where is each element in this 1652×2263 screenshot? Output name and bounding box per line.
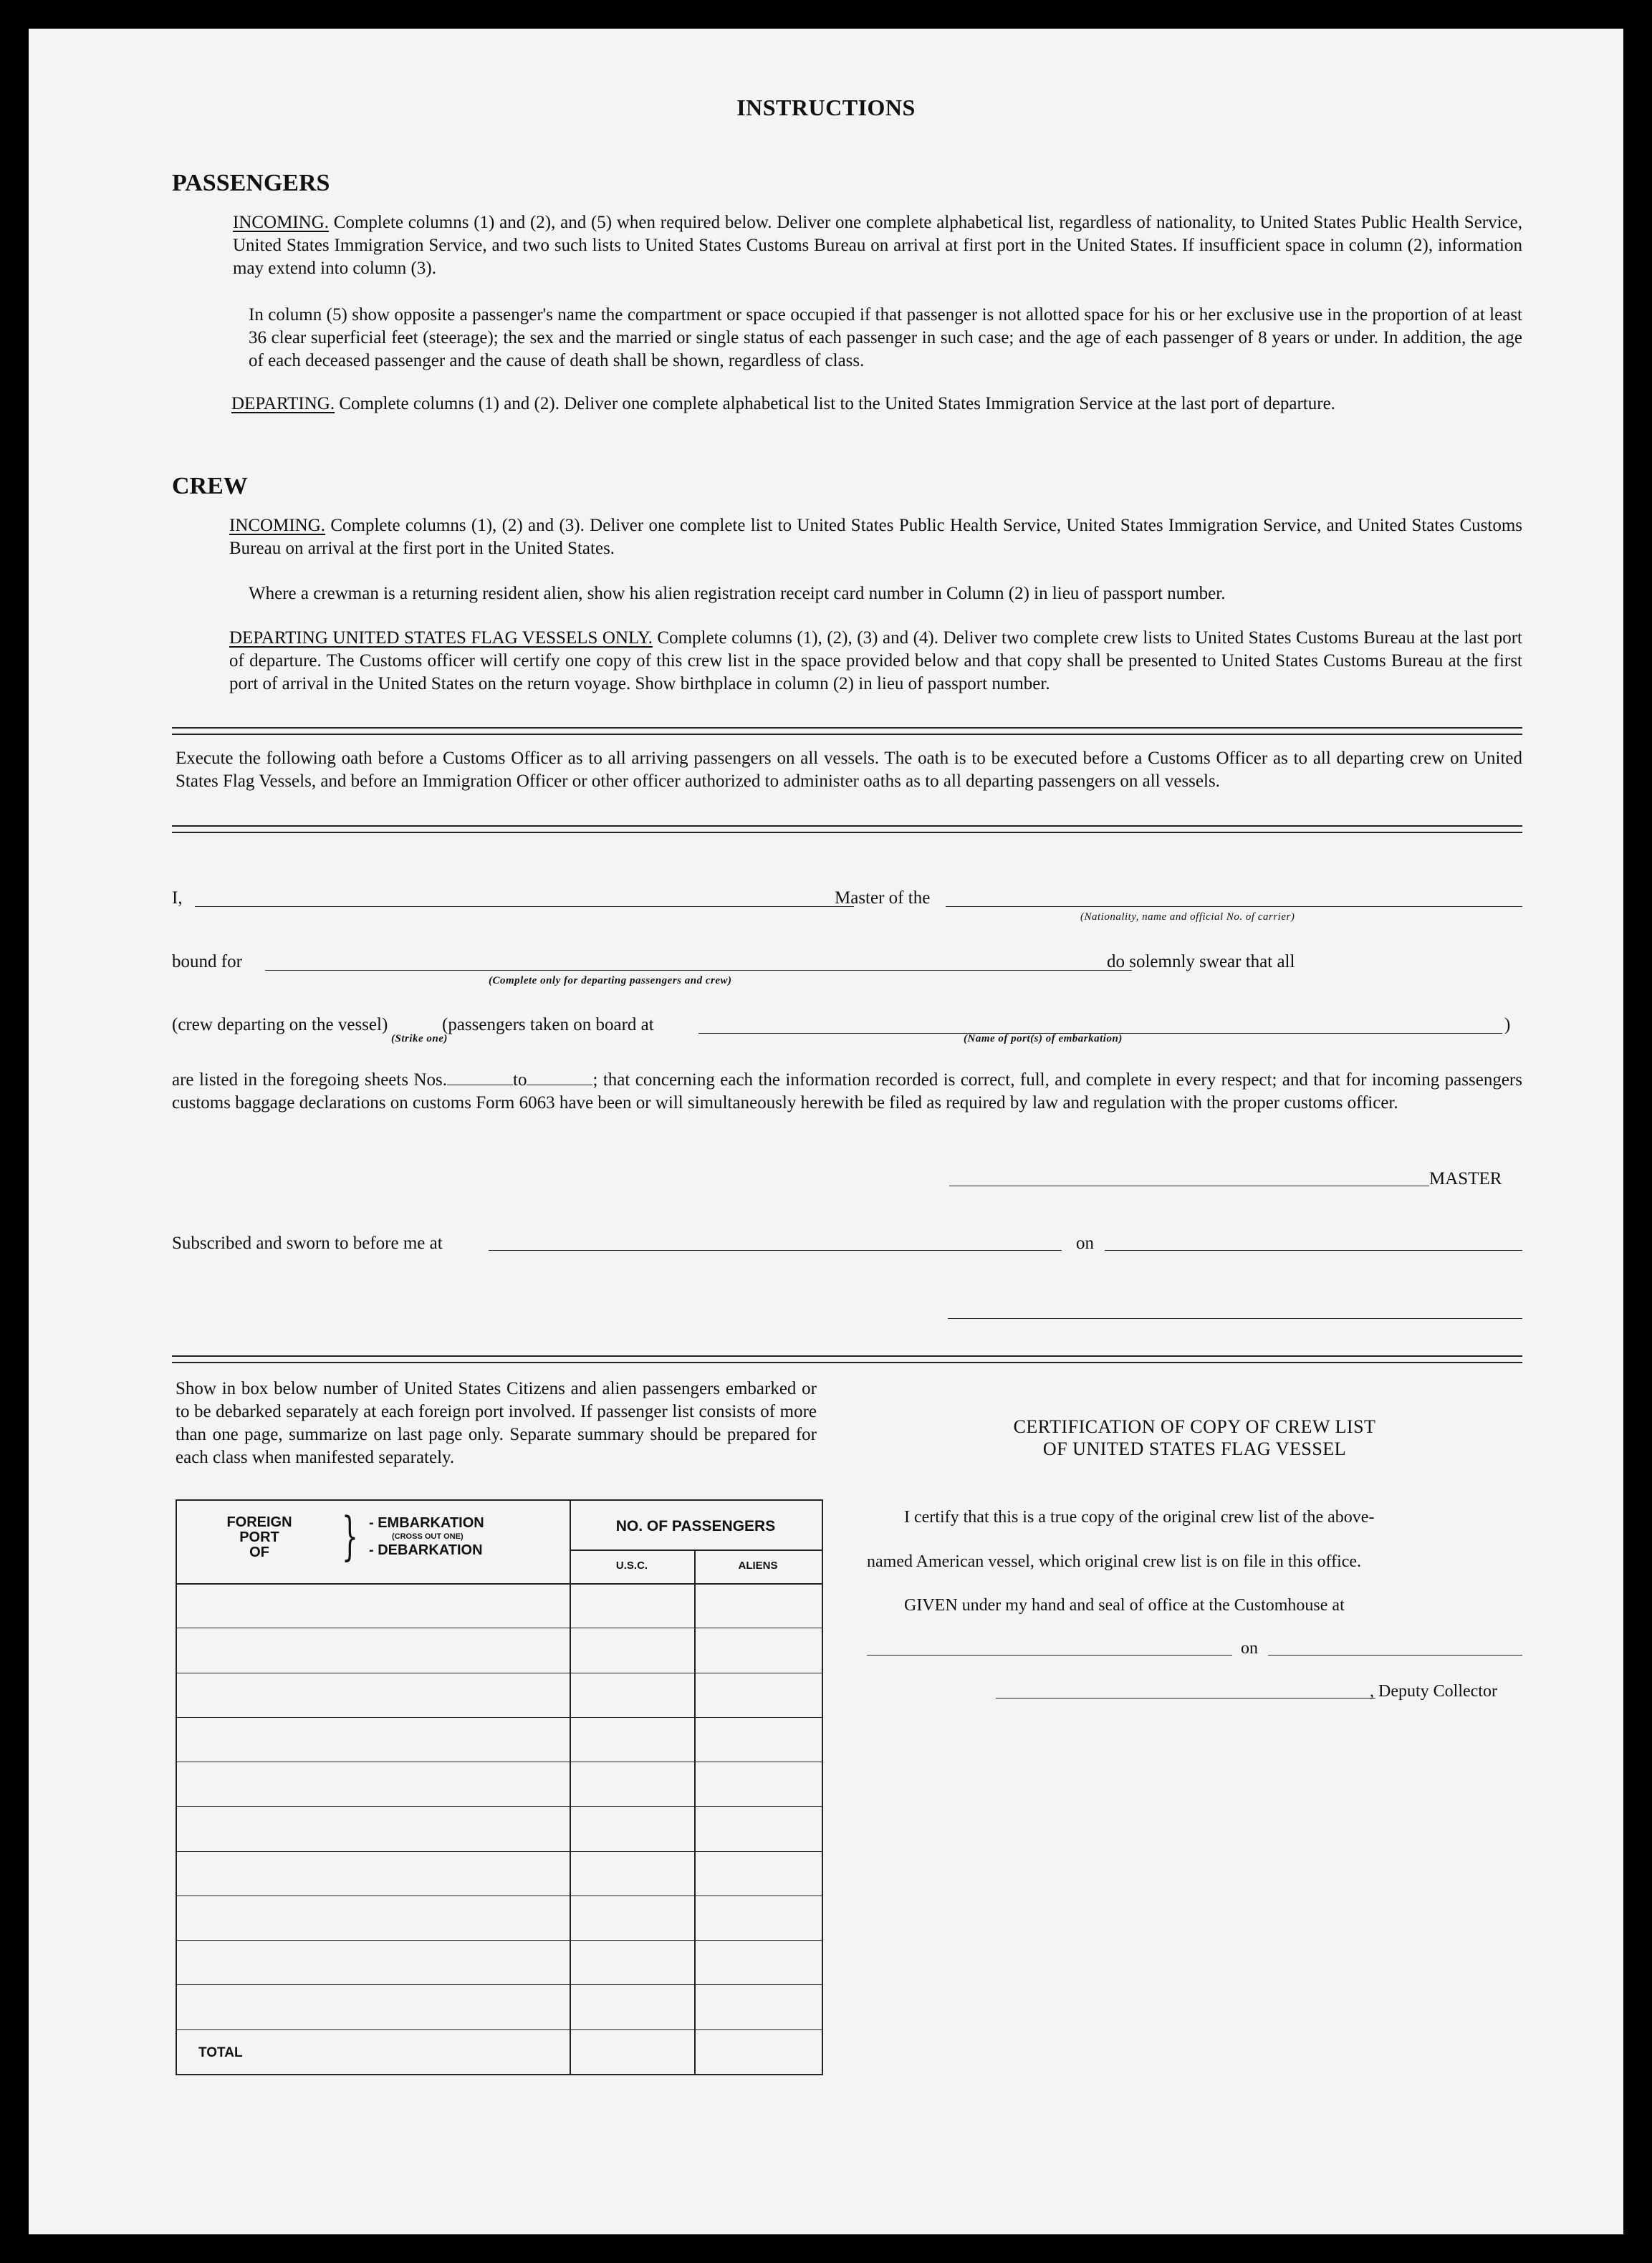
passengers-heading: PASSENGERS — [172, 170, 330, 196]
oath-i-label: I, — [172, 888, 183, 908]
header-port: PORT — [239, 1529, 279, 1545]
header-foreign: FOREIGN — [226, 1514, 292, 1530]
given-line: GIVEN under my hand and seal of office at the Customhouse at — [904, 1596, 1345, 1615]
crew-departing-label: DEPARTING UNITED STATES FLAG VESSELS ONLY. — [229, 628, 653, 648]
certification-title-line1: CERTIFICATION OF COPY OF CREW LIST — [1013, 1416, 1376, 1437]
master-label: MASTER — [1429, 1169, 1502, 1188]
crew-incoming-text: Complete columns (1), (2) and (3). Deliver one complete list to United States Public Health Service, United States Immigration Service, and United States Customs Bureau on arrival at the first port in the United States. — [229, 516, 1522, 558]
certify-line2: named American vessel, which original crew list is on file in this office. — [867, 1552, 1362, 1571]
strike-one-hint: (Strike one) — [391, 1033, 448, 1044]
no-passengers-header: NO. OF PASSENGERS — [615, 1518, 776, 1534]
passengers-incoming-text: Complete columns (1) and (2), and (5) when required below. Deliver one complete alphabetical list, regardless of nationality, to United States Public Health Service, United States Immigration Service, and two such lists to United States Customs Bureau on arrival at first port in the United States. If insufficient space in column (2), information may extend into column (3). — [233, 213, 1523, 278]
master-of-the-label: Master of the — [835, 888, 931, 908]
crew-resident-paragraph: Where a crewman is a returning resident alien, show his alien registration receipt card number in Column (2) in lieu of passport number. — [249, 584, 1226, 603]
debarkation-header: - DEBARKATION — [369, 1542, 483, 1558]
certification-title-line2: OF UNITED STATES FLAG VESSEL — [1042, 1438, 1347, 1459]
carrier-field[interactable] — [946, 906, 1522, 907]
table-row[interactable] — [177, 1717, 822, 1718]
form-page — [29, 29, 1623, 2234]
total-label: TOTAL — [198, 2045, 243, 2060]
swear-label: do solemnly swear that all — [1107, 952, 1295, 971]
passengers-incoming-paragraph — [233, 211, 1522, 280]
crew-heading: CREW — [172, 473, 248, 499]
cross-out-hint: (CROSS OUT ONE) — [392, 1532, 464, 1541]
deputy-collector-signature-field[interactable] — [996, 1698, 1375, 1699]
listed-prefix: are listed in the foregoing sheets Nos. — [172, 1070, 448, 1090]
bound-for-label: bound for — [172, 952, 242, 971]
passengers-taken-option: (passengers taken on board at — [442, 1015, 654, 1034]
table-row[interactable] — [177, 1940, 822, 1941]
master-name-field[interactable] — [195, 906, 854, 907]
passengers-column5-paragraph: In column (5) show opposite a passenger's name the compartment or space occupied if that passenger is not allotted space for his or her exclusive use in the proportion of at least 36 clear superficial feet (steerage); the sex and the married or single status of each passenger in such case; and the age of each passenger of 8 years or under. In addition, the age of each deceased passenger and the cause of death shall be shown, regardless of class. — [249, 305, 1522, 370]
crew-departing-paragraph — [229, 627, 1522, 696]
table-row[interactable] — [177, 1984, 822, 1985]
crew-incoming-paragraph — [229, 514, 1522, 560]
table-row[interactable] — [177, 1806, 822, 1807]
passenger-summary-table — [176, 1499, 823, 2075]
carrier-hint: (Nationality, name and official No. of carrier) — [1080, 911, 1295, 923]
subscribed-label: Subscribed and sworn to before me at — [172, 1234, 443, 1253]
double-rule — [172, 727, 1522, 735]
passengers-departing-label: DEPARTING. — [231, 394, 335, 413]
table-body — [177, 1583, 822, 2074]
header-of: OF — [249, 1544, 269, 1560]
close-paren: ) — [1504, 1015, 1511, 1034]
aliens-header: ALIENS — [738, 1560, 778, 1572]
bound-for-field[interactable] — [265, 970, 1132, 971]
port-hint: (Name of port(s) of embarkation) — [964, 1033, 1123, 1044]
foreign-port-header — [198, 1515, 320, 1560]
passengers-departing-paragraph — [231, 393, 1522, 415]
table-divider — [570, 1549, 822, 1551]
listed-paragraph — [172, 1069, 1522, 1115]
certification-title — [867, 1416, 1522, 1460]
double-rule — [172, 825, 1522, 833]
passengers-incoming-label: INCOMING. — [233, 213, 330, 232]
sworn-on-label: on — [1076, 1234, 1094, 1253]
brace-icon: } — [342, 1506, 358, 1566]
listed-rest: ; that concerning each the information recorded is correct, full, and complete in every respect; and that for incoming passengers customs baggage declarations on customs Form 6063 have been or will simultaneously herewith be filed as required by law and regulation with the proper customs officer. — [172, 1070, 1522, 1113]
crew-incoming-label: INCOMING. — [229, 516, 326, 535]
crew-departing-text: Complete columns (1), (2), (3) and (4). Deliver two complete crew lists to United States Customs Bureau at the last port of departure. The Customs officer will certify one copy of this crew list in the space provided below and that copy shall be presented to United States Customs Bureau at the first port of arrival in the United States on the return voyage. Show birthplace in column (2) in lieu of passport number. — [229, 628, 1522, 693]
deputy-collector-label: , Deputy Collector — [1370, 1682, 1497, 1701]
oath-instruction: Execute the following oath before a Customs Officer as to all arriving passengers on all vessels. The oath is to be executed before a Customs Officer as to all departing crew on United States Flag Vessels, and before an Immigration Officer or other officer authorized to administer oaths as to all departing passengers on all vessels. — [176, 749, 1522, 791]
summary-instruction: Show in box below number of United States Citizens and alien passengers embarked or to be debarked separately at each foreign port involved. If passenger list consists of more than one page, summarize on last page only. Separate summary should be prepared for each class when manifested separately. — [176, 1379, 817, 1467]
usc-header: U.S.C. — [615, 1560, 648, 1572]
bound-for-hint: (Complete only for departing passengers and crew) — [489, 975, 732, 986]
certify-line1: I certify that this is a true copy of the original crew list of the above- — [904, 1508, 1375, 1527]
page-title: INSTRUCTIONS — [736, 95, 916, 120]
sheet-to-field[interactable] — [527, 1070, 592, 1085]
officer-signature-field[interactable] — [948, 1318, 1522, 1319]
sworn-place-field[interactable] — [489, 1250, 1062, 1251]
crew-departing-option: (crew departing on the vessel) — [172, 1015, 388, 1034]
embarkation-header: - EMBARKATION — [369, 1515, 484, 1531]
cert-on-label: on — [1241, 1639, 1258, 1658]
double-rule — [172, 1355, 1522, 1363]
table-row[interactable] — [177, 1851, 822, 1852]
sheet-from-field[interactable] — [447, 1070, 513, 1085]
cert-date-field[interactable] — [1268, 1655, 1522, 1656]
table-row[interactable] — [177, 2029, 822, 2030]
to-label: to — [513, 1070, 527, 1090]
customhouse-field[interactable] — [867, 1655, 1232, 1656]
sworn-date-field[interactable] — [1105, 1250, 1522, 1251]
passengers-departing-text: Complete columns (1) and (2). Deliver one complete alphabetical list to the United States Immigration Service at the last port of departure. — [339, 394, 1335, 413]
